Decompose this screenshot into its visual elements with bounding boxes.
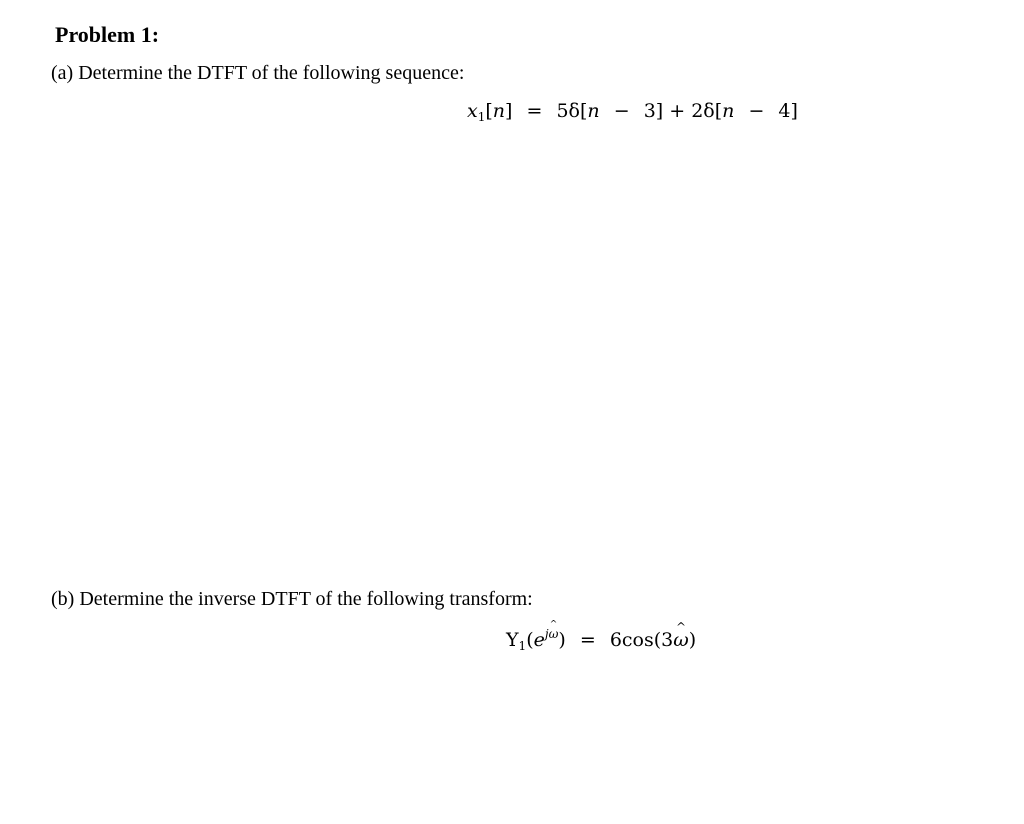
eq-a-lhs-sub: 1 <box>477 110 486 124</box>
eq-b-exp-j: j <box>544 627 549 641</box>
eq-a-term2-end: 4] <box>778 100 798 122</box>
eq-a-lhs-arg-open: [ <box>485 100 493 122</box>
eq-b-e: e <box>533 629 545 651</box>
eq-b-lhs-var: Y <box>506 629 519 651</box>
eq-b-exponent <box>545 627 559 641</box>
eq-b-rhs-prefix: 6cos(3 <box>609 629 674 651</box>
problem-title: Problem 1: <box>55 22 160 47</box>
eq-a-minus2: − <box>748 100 765 122</box>
eq-b-equals: = <box>579 629 596 651</box>
eq-b-open: ( <box>526 629 534 651</box>
eq-a-lhs-arg-n: n <box>492 100 506 122</box>
eq-a-lhs-arg-close: ] <box>505 100 513 122</box>
eq-b-exp-omega: ω ^ <box>549 627 559 641</box>
eq-b-rhs-close: ) <box>688 629 697 651</box>
eq-a-lhs-var: x <box>467 100 478 122</box>
eq-b-close: ) <box>558 629 566 651</box>
part-b-equation <box>506 627 696 653</box>
eq-a-term1-var: n <box>587 100 600 122</box>
eq-b-lhs-sub: 1 <box>518 639 527 653</box>
part-a-question: (a) Determine the DTFT of the following sequence: <box>51 62 465 84</box>
eq-a-term2-coef: 2δ[ <box>691 100 723 122</box>
eq-a-term2-var: n <box>722 100 735 122</box>
eq-a-term1-end: 3] + <box>643 100 686 122</box>
eq-b-rhs-omega: ω ^ <box>673 629 689 651</box>
eq-a-equals: = <box>526 100 543 122</box>
eq-a-minus1: − <box>613 100 630 122</box>
eq-a-term1-coef: 5δ[ <box>556 100 588 122</box>
part-b-question: (b) Determine the inverse DTFT of the following transform: <box>51 588 533 610</box>
part-a-equation <box>467 100 798 124</box>
